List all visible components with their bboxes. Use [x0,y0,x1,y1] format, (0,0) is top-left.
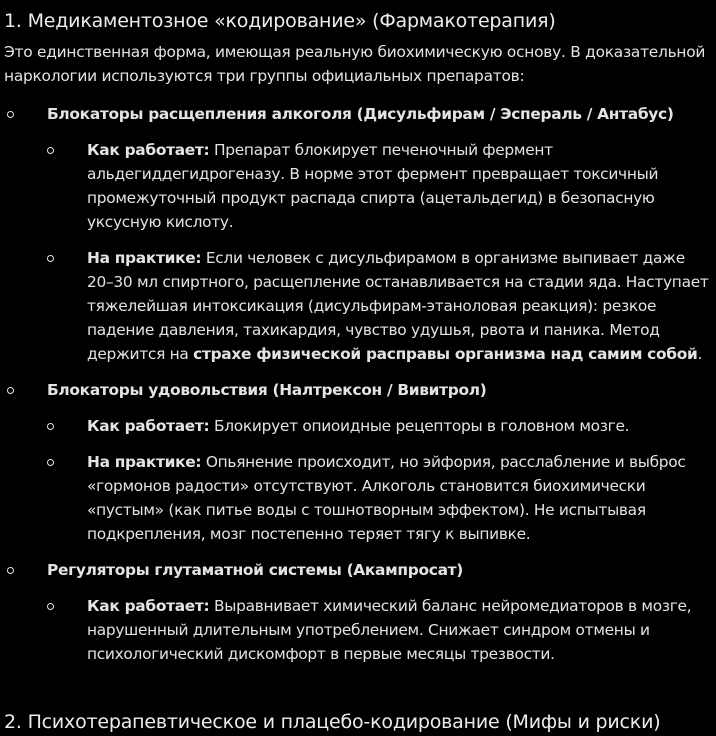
item-label: На практике: [87,453,202,471]
item-emphasis: страхе физической расправы организма над самим собой [193,345,698,363]
sub-list [47,138,714,366]
drug-group-list [4,102,714,666]
hollow-circle-bullet-icon [47,603,54,610]
item-label: Как работает: [87,417,210,435]
hollow-circle-bullet-icon [7,387,14,394]
sub-list [47,414,714,546]
group-title: Регуляторы глутаматной системы (Акампросат) [47,561,464,579]
section-intro: Это единственная форма, имеющая реальную биохимическую основу. В доказательной наркологии используются три группы официальных препаратов: [4,43,706,85]
item-label: На практике: [87,249,202,267]
hollow-circle-bullet-icon [47,255,54,262]
item-text: Блокирует опиоидные рецепторы в головном мозге. [209,417,630,435]
sub-list [47,594,714,666]
sub-list-item [4,138,714,234]
next-section-heading: 2. Психотерапевтическое и плацебо-кодирование (Мифы и риски) [4,711,661,733]
item-tail: . [697,345,703,363]
list-item-group-naltrexone [4,378,714,546]
list-item-group-acamprosate [4,558,714,666]
sub-list-item [4,594,714,666]
article-content [4,7,714,666]
item-text: Препарат блокирует печеночный фермент альдегиддегидрогеназу. В норме этот фермент превращает токсичный промежуточный продукт распада спирта (ацетальдегид) в безопасную уксусную кислоту. [87,141,659,231]
group-title: Блокаторы расщепления алкоголя (Дисульфирам / Эспераль / Антабус) [47,105,674,123]
section-heading: 1. Медикаментозное «кодирование» (Фармакотерапия) [4,10,556,32]
sub-list-item [4,414,714,438]
group-title: Блокаторы удовольствия (Налтрексон / Вивитрол) [47,381,487,399]
item-label: Как работает: [87,597,210,615]
sub-list-item [4,450,714,546]
item-text: Если человек с дисульфирамом в организме выпивает даже 20–30 мл спиртного, расщепление останавливается на стадии яда. Наступает тяжелейшая интоксикация (дисульфирам-этаноловая реакция): резкое падение давления, тахикардия, чувство удушья, рвота и паника. Метод держится на [87,249,709,363]
list-item-group-disulfiram [4,102,714,366]
hollow-circle-bullet-icon [47,423,54,430]
hollow-circle-bullet-icon [7,567,14,574]
hollow-circle-bullet-icon [7,111,14,118]
hollow-circle-bullet-icon [47,459,54,466]
sub-list-item [4,246,714,366]
item-text: Выравнивает химический баланс нейромедиаторов в мозге, нарушенный длительным употреблением. Снижает синдром отмены и психологический дискомфорт в первые месяцы трезвости. [87,597,692,663]
item-text: Опьянение происходит, но эйфория, расслабление и выброс «гормонов радости» отсутствуют. Алкоголь становится биохимически «пустым» (как питье воды с тошнотворным эффектом). Не испытывая подкрепления, мозг постепенно теряет тягу к выпивке. [87,453,686,543]
item-label: Как работает: [87,141,210,159]
hollow-circle-bullet-icon [47,147,54,154]
